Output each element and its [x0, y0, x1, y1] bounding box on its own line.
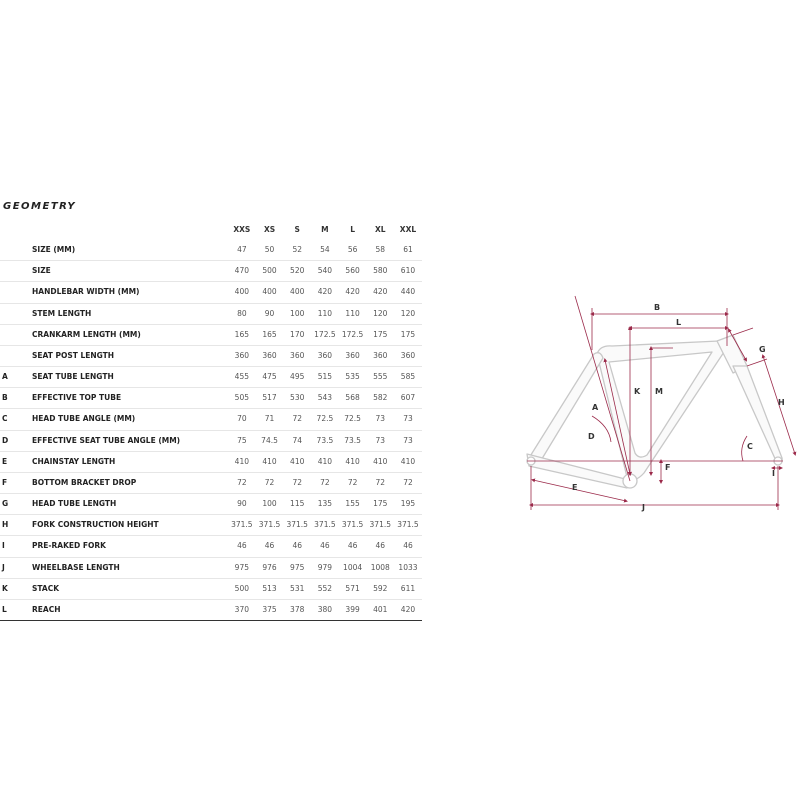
- row-value: 100: [262, 499, 277, 509]
- row-value: 360: [400, 350, 416, 360]
- row-code: L: [2, 604, 7, 614]
- row-value: 500: [234, 583, 249, 593]
- arc-d: [592, 416, 611, 442]
- row-label: WHEELBASE LENGTH: [32, 562, 120, 572]
- row-value: 371.5: [369, 520, 392, 530]
- row-code: [0, 282, 32, 303]
- row-value: 90: [264, 308, 275, 318]
- row-value: 120: [400, 308, 416, 318]
- row-label: SIZE (MM): [32, 245, 76, 254]
- row-code: F: [2, 477, 8, 487]
- table-row: [0, 388, 422, 409]
- header-label: [32, 220, 228, 240]
- row-value: 607: [400, 393, 416, 403]
- frame-geometry-diagram: [437, 248, 797, 518]
- row-value: 46: [320, 541, 330, 551]
- row-value: 360: [345, 350, 360, 360]
- row-code: A: [2, 372, 8, 382]
- table-row: [0, 472, 422, 493]
- row-label: EFFECTIVE SEAT TUBE ANGLE (MM): [32, 435, 181, 445]
- row-code: D: [2, 435, 9, 445]
- row-value: 410: [373, 456, 388, 466]
- row-label: CRANKARM LENGTH (MM): [32, 329, 141, 339]
- row-code: [0, 345, 32, 366]
- table-row: [0, 345, 422, 366]
- row-value: 54: [320, 245, 330, 254]
- label-e: E: [572, 483, 578, 492]
- row-value: 371.5: [341, 520, 364, 530]
- table-header-row: [0, 220, 422, 240]
- row-value: 555: [373, 372, 388, 382]
- row-label: HEAD TUBE ANGLE (MM): [32, 414, 136, 424]
- row-value: 517: [262, 393, 277, 403]
- row-value: 552: [317, 583, 333, 593]
- row-value: 360: [373, 350, 388, 360]
- row-value: 71: [264, 414, 275, 424]
- table-row: [0, 303, 422, 324]
- row-code: J: [2, 562, 5, 572]
- row-value: 371.5: [231, 520, 253, 530]
- row-value: 110: [317, 308, 333, 318]
- row-value: 72: [320, 477, 330, 487]
- row-value: 72: [375, 477, 386, 487]
- row-value: 585: [400, 372, 416, 382]
- row-value: 170: [290, 329, 305, 339]
- row-label: BOTTOM BRACKET DROP: [32, 477, 137, 487]
- row-label: REACH: [32, 604, 61, 614]
- row-value: 1004: [343, 562, 363, 572]
- table-row: [0, 557, 422, 578]
- row-value: 535: [345, 372, 360, 382]
- row-value: 360: [234, 350, 249, 360]
- label-j: J: [642, 503, 645, 512]
- row-code: [0, 261, 32, 282]
- row-value: 72: [347, 477, 358, 487]
- label-m: M: [655, 387, 663, 396]
- row-value: 592: [373, 583, 388, 593]
- row-value: 540: [317, 266, 333, 276]
- label-b: B: [654, 303, 661, 312]
- table-row: [0, 599, 422, 620]
- header-size: XXL: [399, 225, 417, 234]
- row-value: 61: [403, 245, 413, 254]
- row-value: 371.5: [258, 520, 281, 530]
- geometry-table: [0, 220, 422, 621]
- row-value: 100: [290, 308, 305, 318]
- row-value: 470: [234, 266, 249, 276]
- row-label: SEAT POST LENGTH: [32, 350, 115, 360]
- row-value: 165: [262, 329, 277, 339]
- row-value: 1008: [370, 562, 390, 572]
- bike-frame: [527, 335, 782, 488]
- table-row: [0, 515, 422, 536]
- row-value: 420: [373, 287, 388, 297]
- row-code: I: [2, 541, 5, 551]
- row-value: 73: [375, 414, 386, 424]
- table-row: [0, 430, 422, 451]
- row-value: 505: [234, 393, 249, 403]
- row-value: 400: [262, 287, 277, 297]
- row-value: 120: [373, 308, 388, 318]
- row-value: 70: [237, 414, 247, 424]
- row-value: 975: [234, 562, 249, 572]
- header-size: S: [294, 225, 300, 234]
- row-value: 47: [237, 245, 247, 254]
- header-size: XS: [263, 225, 276, 234]
- row-value: 975: [290, 562, 305, 572]
- table-row: [0, 367, 422, 388]
- row-value: 172.5: [341, 329, 364, 339]
- row-value: 401: [373, 604, 388, 614]
- row-value: 46: [264, 541, 275, 551]
- header-size: L: [350, 225, 355, 234]
- row-code: H: [2, 520, 9, 530]
- fork: [733, 366, 782, 463]
- row-value: 90: [237, 499, 247, 509]
- label-i: I: [772, 469, 775, 478]
- row-value: 378: [290, 604, 305, 614]
- row-value: 380: [317, 604, 333, 614]
- row-label: STACK: [32, 583, 60, 593]
- row-value: 155: [345, 499, 360, 509]
- row-value: 371.5: [314, 520, 336, 530]
- row-value: 360: [262, 350, 277, 360]
- table-row: [0, 494, 422, 515]
- row-value: 75: [237, 435, 247, 445]
- table-row: [0, 324, 422, 345]
- row-value: 175: [373, 329, 388, 339]
- row-value: 530: [290, 393, 305, 403]
- row-label: PRE-RAKED FORK: [32, 541, 106, 551]
- row-value: 513: [262, 583, 277, 593]
- row-value: 46: [375, 541, 386, 551]
- row-value: 175: [400, 329, 416, 339]
- label-l: L: [676, 318, 682, 327]
- chainstay: [527, 454, 629, 488]
- row-label: EFFECTIVE TOP TUBE: [32, 393, 122, 403]
- row-value: 1033: [398, 562, 418, 572]
- row-label: HEAD TUBE LENGTH: [32, 499, 117, 509]
- header-code: [0, 220, 32, 240]
- row-value: 46: [292, 541, 302, 551]
- dim-g-ext-top: [733, 328, 753, 335]
- row-value: 420: [317, 287, 333, 297]
- row-value: 611: [400, 583, 416, 593]
- row-value: 74: [292, 435, 302, 445]
- row-label: SIZE: [32, 266, 51, 276]
- row-value: 110: [345, 308, 360, 318]
- row-code: K: [2, 583, 8, 593]
- row-label: FORK CONSTRUCTION HEIGHT: [32, 520, 159, 530]
- row-code: E: [2, 456, 8, 466]
- row-value: 582: [373, 393, 388, 403]
- row-value: 410: [345, 456, 360, 466]
- table-row: [0, 536, 422, 557]
- row-value: 360: [290, 350, 305, 360]
- table-row: [0, 261, 422, 282]
- table-row: [0, 409, 422, 430]
- row-value: 580: [373, 266, 388, 276]
- row-value: 80: [237, 308, 247, 318]
- row-value: 410: [317, 456, 333, 466]
- row-value: 455: [234, 372, 249, 382]
- row-value: 195: [400, 499, 416, 509]
- row-code: [0, 240, 32, 261]
- row-value: 360: [317, 350, 333, 360]
- row-code: B: [2, 393, 8, 403]
- row-value: 46: [347, 541, 358, 551]
- row-value: 560: [345, 266, 360, 276]
- row-value: 410: [262, 456, 277, 466]
- row-value: 56: [347, 245, 358, 254]
- row-value: 135: [317, 499, 333, 509]
- row-value: 531: [290, 583, 305, 593]
- row-value: 610: [400, 266, 416, 276]
- row-value: 515: [317, 372, 333, 382]
- table-row: [0, 451, 422, 472]
- row-value: 52: [292, 245, 302, 254]
- row-value: 979: [317, 562, 333, 572]
- header-size: XL: [375, 225, 386, 234]
- header-size: XXS: [233, 225, 251, 234]
- row-label: HANDLEBAR WIDTH (MM): [32, 287, 140, 297]
- row-value: 420: [345, 287, 360, 297]
- row-value: 175: [373, 499, 388, 509]
- row-code: [0, 303, 32, 324]
- row-value: 500: [262, 266, 277, 276]
- row-label: CHAINSTAY LENGTH: [32, 456, 116, 466]
- row-value: 74.5: [261, 435, 278, 445]
- row-value: 371.5: [397, 520, 419, 530]
- row-code: C: [2, 414, 8, 424]
- row-value: 370: [234, 604, 249, 614]
- row-value: 165: [234, 329, 249, 339]
- row-value: 475: [262, 372, 277, 382]
- row-value: 73.5: [344, 435, 361, 445]
- row-value: 58: [375, 245, 386, 254]
- row-value: 72: [403, 477, 413, 487]
- row-value: 495: [290, 372, 305, 382]
- row-value: 46: [403, 541, 413, 551]
- row-value: 46: [237, 541, 247, 551]
- row-value: 399: [345, 604, 360, 614]
- row-value: 543: [317, 393, 333, 403]
- row-value: 72.5: [316, 414, 334, 424]
- row-value: 72: [292, 414, 302, 424]
- row-code: G: [2, 499, 9, 509]
- row-label: STEM LENGTH: [32, 308, 92, 318]
- table-row: [0, 282, 422, 303]
- label-d: D: [588, 432, 595, 441]
- row-value: 410: [290, 456, 305, 466]
- row-value: 375: [262, 604, 277, 614]
- row-code: [0, 324, 32, 345]
- row-value: 50: [264, 245, 275, 254]
- row-value: 115: [290, 499, 305, 509]
- row-value: 568: [345, 393, 360, 403]
- row-value: 520: [290, 266, 305, 276]
- row-label: SEAT TUBE LENGTH: [32, 372, 114, 382]
- row-value: 420: [400, 604, 416, 614]
- row-value: 73: [403, 435, 413, 445]
- row-value: 410: [234, 456, 249, 466]
- table-row: [0, 240, 422, 261]
- row-value: 73.5: [316, 435, 334, 445]
- row-value: 410: [400, 456, 416, 466]
- row-value: 72.5: [344, 414, 361, 424]
- label-f: F: [665, 463, 671, 472]
- row-value: 400: [234, 287, 249, 297]
- label-g: G: [759, 345, 766, 354]
- label-c: C: [747, 442, 753, 451]
- label-h: H: [778, 398, 785, 407]
- table-row: [0, 578, 422, 599]
- row-value: 440: [400, 287, 416, 297]
- row-value: 72: [264, 477, 275, 487]
- row-value: 571: [345, 583, 360, 593]
- row-value: 400: [290, 287, 305, 297]
- row-value: 73: [375, 435, 386, 445]
- row-value: 371.5: [286, 520, 308, 530]
- row-value: 976: [262, 562, 277, 572]
- header-size: M: [321, 225, 329, 234]
- page-title: GEOMETRY: [3, 201, 77, 212]
- row-value: 72: [237, 477, 247, 487]
- label-a: A: [592, 403, 599, 412]
- row-value: 72: [292, 477, 302, 487]
- row-value: 73: [403, 414, 413, 424]
- label-k: K: [634, 387, 641, 396]
- row-value: 172.5: [314, 329, 336, 339]
